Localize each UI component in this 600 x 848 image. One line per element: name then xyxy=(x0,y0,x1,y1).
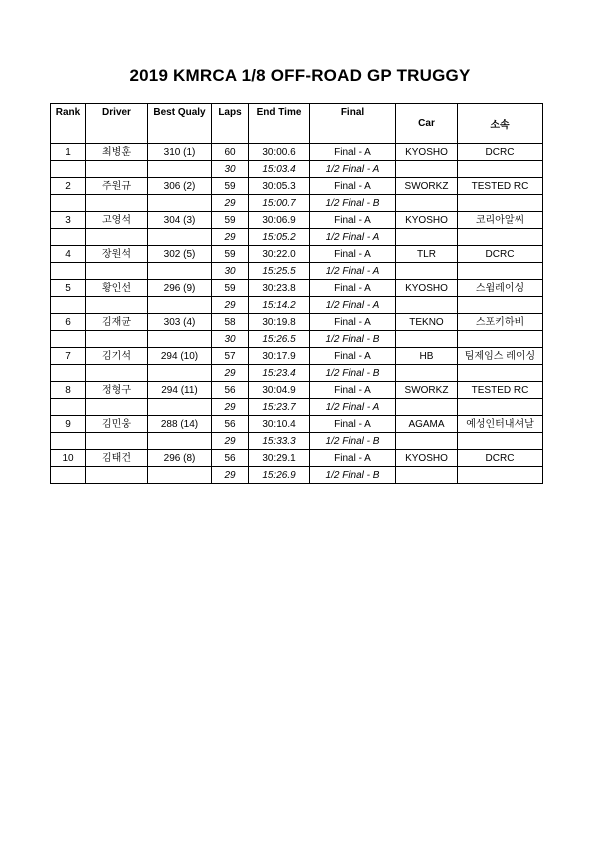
car-cell: TEKNO xyxy=(396,314,458,331)
empty-cell xyxy=(86,263,148,280)
end-time-cell: 30:10.4 xyxy=(249,416,310,433)
team-cell: 스윔레이싱 xyxy=(458,280,543,297)
rank-cell: 8 xyxy=(51,382,86,399)
laps-cell: 59 xyxy=(212,212,249,229)
sub-laps-cell: 29 xyxy=(212,229,249,246)
table-subrow xyxy=(51,331,543,348)
empty-cell xyxy=(458,467,543,484)
header-laps: Laps xyxy=(212,104,249,144)
table-subrow xyxy=(51,433,543,450)
empty-cell xyxy=(396,297,458,314)
car-cell: KYOSHO xyxy=(396,144,458,161)
driver-cell: 최병훈 xyxy=(86,144,148,161)
empty-cell xyxy=(458,297,543,314)
sub-final-cell: 1/2 Final - B xyxy=(310,331,396,348)
empty-cell xyxy=(51,161,86,178)
empty-cell xyxy=(396,229,458,246)
empty-cell xyxy=(86,297,148,314)
empty-cell xyxy=(148,229,212,246)
table-subrow xyxy=(51,229,543,246)
final-cell: Final - A xyxy=(310,212,396,229)
final-cell: Final - A xyxy=(310,246,396,263)
team-cell: 스포키하비 xyxy=(458,314,543,331)
table-row xyxy=(51,314,543,331)
rank-cell: 5 xyxy=(51,280,86,297)
driver-cell: 황인선 xyxy=(86,280,148,297)
empty-cell xyxy=(148,297,212,314)
sub-time-cell: 15:23.7 xyxy=(249,399,310,416)
rank-cell: 6 xyxy=(51,314,86,331)
empty-cell xyxy=(396,195,458,212)
empty-cell xyxy=(86,229,148,246)
sub-final-cell: 1/2 Final - A xyxy=(310,297,396,314)
empty-cell xyxy=(86,433,148,450)
empty-cell xyxy=(51,263,86,280)
sub-final-cell: 1/2 Final - B xyxy=(310,195,396,212)
table-row xyxy=(51,144,543,161)
table-row xyxy=(51,246,543,263)
table-row xyxy=(51,178,543,195)
sub-time-cell: 15:33.3 xyxy=(249,433,310,450)
empty-cell xyxy=(458,365,543,382)
empty-cell xyxy=(148,433,212,450)
empty-cell xyxy=(51,365,86,382)
end-time-cell: 30:23.8 xyxy=(249,280,310,297)
table-row xyxy=(51,280,543,297)
driver-cell: 정형구 xyxy=(86,382,148,399)
driver-cell: 김기석 xyxy=(86,348,148,365)
empty-cell xyxy=(458,331,543,348)
table-subrow xyxy=(51,467,543,484)
empty-cell xyxy=(396,161,458,178)
empty-cell xyxy=(148,365,212,382)
end-time-cell: 30:17.9 xyxy=(249,348,310,365)
sub-time-cell: 15:00.7 xyxy=(249,195,310,212)
laps-cell: 56 xyxy=(212,382,249,399)
laps-cell: 59 xyxy=(212,280,249,297)
empty-cell xyxy=(51,433,86,450)
team-cell: DCRC xyxy=(458,144,543,161)
sub-laps-cell: 30 xyxy=(212,331,249,348)
sub-time-cell: 15:26.9 xyxy=(249,467,310,484)
team-cell: 팀제임스 레이싱 xyxy=(458,348,543,365)
empty-cell xyxy=(458,229,543,246)
header-team: 소속 xyxy=(458,104,543,144)
laps-cell: 58 xyxy=(212,314,249,331)
table-row xyxy=(51,450,543,467)
empty-cell xyxy=(396,365,458,382)
final-cell: Final - A xyxy=(310,314,396,331)
end-time-cell: 30:05.3 xyxy=(249,178,310,195)
empty-cell xyxy=(458,399,543,416)
qualy-cell: 304 (3) xyxy=(148,212,212,229)
sub-time-cell: 15:14.2 xyxy=(249,297,310,314)
sub-time-cell: 15:26.5 xyxy=(249,331,310,348)
rank-cell: 2 xyxy=(51,178,86,195)
sub-laps-cell: 29 xyxy=(212,399,249,416)
empty-cell xyxy=(51,195,86,212)
rank-cell: 4 xyxy=(51,246,86,263)
sub-laps-cell: 30 xyxy=(212,263,249,280)
qualy-cell: 288 (14) xyxy=(148,416,212,433)
laps-cell: 57 xyxy=(212,348,249,365)
table-subrow xyxy=(51,399,543,416)
sub-laps-cell: 29 xyxy=(212,365,249,382)
driver-cell: 김태건 xyxy=(86,450,148,467)
empty-cell xyxy=(148,161,212,178)
end-time-cell: 30:29.1 xyxy=(249,450,310,467)
empty-cell xyxy=(458,263,543,280)
table-subrow xyxy=(51,297,543,314)
rank-cell: 10 xyxy=(51,450,86,467)
team-cell: DCRC xyxy=(458,246,543,263)
qualy-cell: 303 (4) xyxy=(148,314,212,331)
team-cell: TESTED RC xyxy=(458,382,543,399)
empty-cell xyxy=(396,433,458,450)
table-subrow xyxy=(51,195,543,212)
qualy-cell: 294 (11) xyxy=(148,382,212,399)
header-final: Final xyxy=(310,104,396,144)
empty-cell xyxy=(458,433,543,450)
sub-time-cell: 15:25.5 xyxy=(249,263,310,280)
empty-cell xyxy=(51,467,86,484)
qualy-cell: 296 (9) xyxy=(148,280,212,297)
header-row xyxy=(51,104,543,144)
empty-cell xyxy=(86,399,148,416)
sub-final-cell: 1/2 Final - A xyxy=(310,161,396,178)
empty-cell xyxy=(396,467,458,484)
end-time-cell: 30:04.9 xyxy=(249,382,310,399)
table-subrow xyxy=(51,161,543,178)
end-time-cell: 30:22.0 xyxy=(249,246,310,263)
car-cell: KYOSHO xyxy=(396,450,458,467)
empty-cell xyxy=(148,331,212,348)
sub-final-cell: 1/2 Final - A xyxy=(310,229,396,246)
sub-final-cell: 1/2 Final - A xyxy=(310,399,396,416)
driver-cell: 김재균 xyxy=(86,314,148,331)
sub-laps-cell: 29 xyxy=(212,433,249,450)
qualy-cell: 294 (10) xyxy=(148,348,212,365)
qualy-cell: 306 (2) xyxy=(148,178,212,195)
empty-cell xyxy=(86,195,148,212)
sub-laps-cell: 29 xyxy=(212,297,249,314)
empty-cell xyxy=(148,263,212,280)
header-rank: Rank xyxy=(51,104,86,144)
empty-cell xyxy=(51,297,86,314)
team-cell: 예성인터내셔날 xyxy=(458,416,543,433)
table-subrow xyxy=(51,263,543,280)
laps-cell: 60 xyxy=(212,144,249,161)
final-cell: Final - A xyxy=(310,178,396,195)
header-best-qualy: Best Qualy xyxy=(148,104,212,144)
empty-cell xyxy=(86,365,148,382)
sub-final-cell: 1/2 Final - B xyxy=(310,365,396,382)
driver-cell: 장원석 xyxy=(86,246,148,263)
final-cell: Final - A xyxy=(310,144,396,161)
end-time-cell: 30:00.6 xyxy=(249,144,310,161)
car-cell: SWORKZ xyxy=(396,178,458,195)
empty-cell xyxy=(396,399,458,416)
empty-cell xyxy=(86,467,148,484)
empty-cell xyxy=(396,263,458,280)
final-cell: Final - A xyxy=(310,416,396,433)
empty-cell xyxy=(86,161,148,178)
header-driver: Driver xyxy=(86,104,148,144)
final-cell: Final - A xyxy=(310,450,396,467)
qualy-cell: 302 (5) xyxy=(148,246,212,263)
table-row xyxy=(51,212,543,229)
results-table xyxy=(50,103,543,484)
driver-cell: 주원규 xyxy=(86,178,148,195)
rank-cell: 7 xyxy=(51,348,86,365)
sub-final-cell: 1/2 Final - A xyxy=(310,263,396,280)
sub-time-cell: 15:03.4 xyxy=(249,161,310,178)
final-cell: Final - A xyxy=(310,382,396,399)
laps-cell: 56 xyxy=(212,416,249,433)
sub-laps-cell: 30 xyxy=(212,161,249,178)
rank-cell: 3 xyxy=(51,212,86,229)
final-cell: Final - A xyxy=(310,348,396,365)
empty-cell xyxy=(51,399,86,416)
car-cell: AGAMA xyxy=(396,416,458,433)
sub-time-cell: 15:05.2 xyxy=(249,229,310,246)
sub-laps-cell: 29 xyxy=(212,195,249,212)
team-cell: DCRC xyxy=(458,450,543,467)
empty-cell xyxy=(86,331,148,348)
car-cell: KYOSHO xyxy=(396,280,458,297)
page-title: 2019 KMRCA 1/8 OFF-ROAD GP TRUGGY xyxy=(129,66,471,85)
table-row xyxy=(51,348,543,365)
laps-cell: 59 xyxy=(212,246,249,263)
rank-cell: 9 xyxy=(51,416,86,433)
table-row xyxy=(51,382,543,399)
empty-cell xyxy=(51,331,86,348)
sub-final-cell: 1/2 Final - B xyxy=(310,433,396,450)
final-cell: Final - A xyxy=(310,280,396,297)
table-row xyxy=(51,416,543,433)
empty-cell xyxy=(148,195,212,212)
header-end-time: End Time xyxy=(249,104,310,144)
sub-final-cell: 1/2 Final - B xyxy=(310,467,396,484)
sub-time-cell: 15:23.4 xyxy=(249,365,310,382)
empty-cell xyxy=(396,331,458,348)
empty-cell xyxy=(458,161,543,178)
empty-cell xyxy=(148,399,212,416)
rank-cell: 1 xyxy=(51,144,86,161)
header-car: Car xyxy=(396,104,458,144)
car-cell: TLR xyxy=(396,246,458,263)
table-subrow xyxy=(51,365,543,382)
empty-cell xyxy=(148,467,212,484)
empty-cell xyxy=(458,195,543,212)
sub-laps-cell: 29 xyxy=(212,467,249,484)
laps-cell: 56 xyxy=(212,450,249,467)
empty-cell xyxy=(51,229,86,246)
results-body xyxy=(51,144,543,484)
qualy-cell: 310 (1) xyxy=(148,144,212,161)
car-cell: HB xyxy=(396,348,458,365)
driver-cell: 김민웅 xyxy=(86,416,148,433)
end-time-cell: 30:06.9 xyxy=(249,212,310,229)
car-cell: KYOSHO xyxy=(396,212,458,229)
laps-cell: 59 xyxy=(212,178,249,195)
end-time-cell: 30:19.8 xyxy=(249,314,310,331)
qualy-cell: 296 (8) xyxy=(148,450,212,467)
team-cell: TESTED RC xyxy=(458,178,543,195)
driver-cell: 고영석 xyxy=(86,212,148,229)
team-cell: 코리아알씨 xyxy=(458,212,543,229)
car-cell: SWORKZ xyxy=(396,382,458,399)
